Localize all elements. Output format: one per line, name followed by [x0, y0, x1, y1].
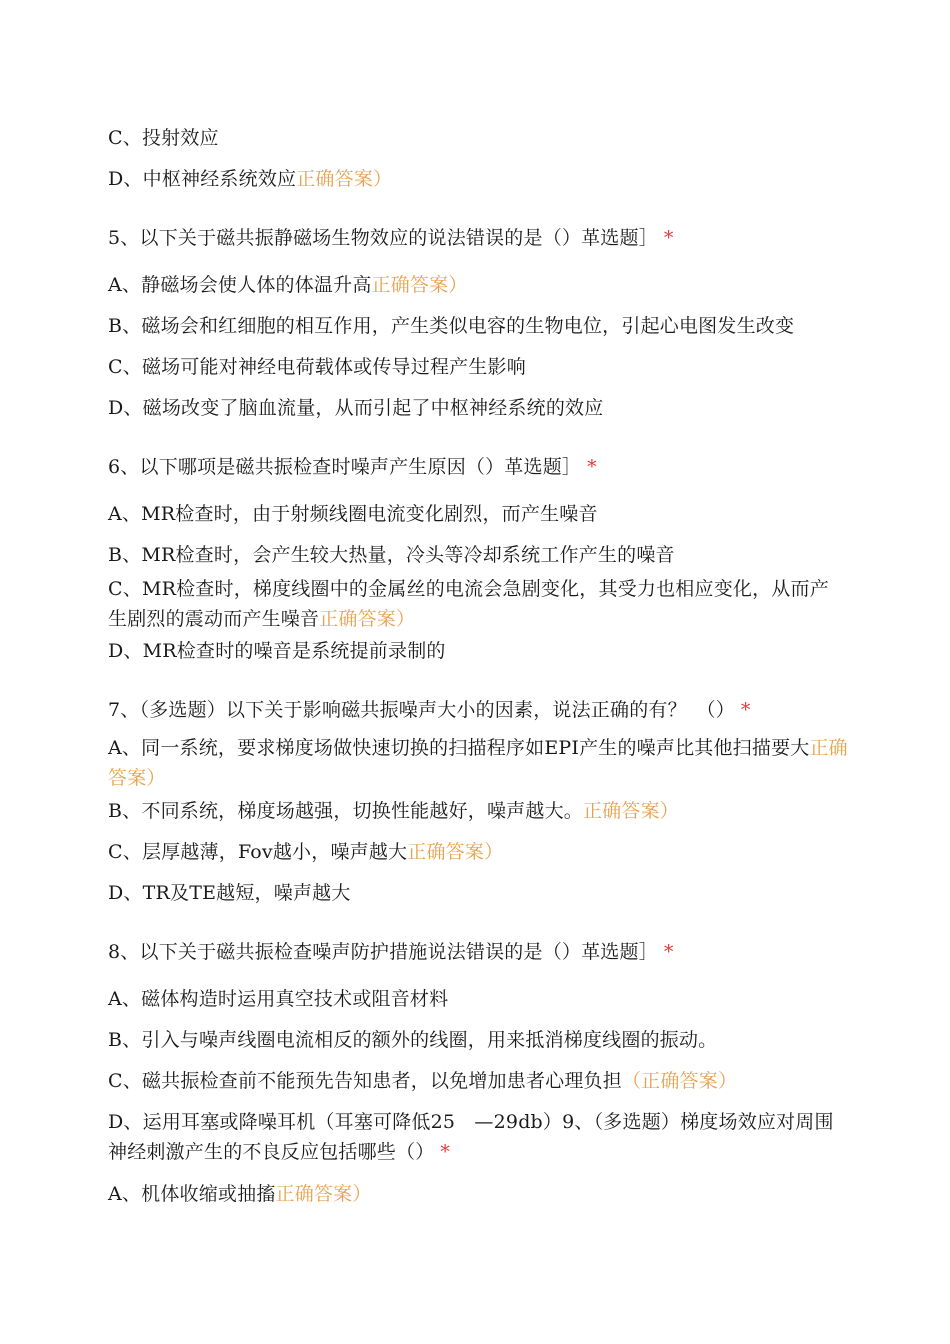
correct-answer-mark: 正确答案） [319, 608, 416, 630]
option-text: D、运用耳塞或降噪耳机（耳塞可降低25 —29db）9、（多选题）梯度场效应对周围神经刺激产生的不良反应包括哪些（） [108, 1111, 834, 1163]
correct-answer-mark: 正确答案） [108, 737, 848, 789]
option-line [108, 984, 848, 1014]
required-star: * [440, 1141, 451, 1163]
required-star: * [587, 456, 597, 478]
option-line [108, 837, 848, 867]
option-text: A、同一系统，要求梯度场做快速切换的扫描程序如EPI产生的噪声比其他扫描要大 [108, 737, 810, 759]
option-line [108, 1179, 848, 1209]
option-line [108, 1107, 848, 1167]
question-title [108, 452, 848, 482]
option-text: B、磁场会和红细胞的相互作用，产生类似电容的生物电位，引起心电图发生改变 [108, 315, 795, 337]
correct-answer-mark: （正确答案） [621, 1070, 738, 1092]
question-title [108, 695, 848, 725]
correct-answer-mark: 正确答案） [407, 841, 504, 863]
option-line [108, 1025, 848, 1055]
option-text: D、磁场改变了脑血流量，从而引起了中枢神经系统的效应 [108, 397, 604, 419]
option-line [108, 733, 848, 793]
question-text: 5、以下关于磁共振静磁场生物效应的说法错误的是（）革选题］ [108, 227, 658, 249]
option-line [108, 270, 848, 300]
question-text: 7、（多选题）以下关于影响磁共振噪声大小的因素，说法正确的有？ （） [108, 699, 735, 721]
option-line [108, 311, 848, 341]
option-text: C、层厚越薄，Fov越小，噪声越大 [108, 841, 408, 863]
option-line [108, 352, 848, 382]
option-text: B、引入与噪声线圈电流相反的额外的线圈，用来抵消梯度线圈的振动。 [108, 1029, 718, 1051]
option-line [108, 878, 848, 908]
required-star: * [663, 227, 674, 249]
correct-answer-mark: 正确答案） [296, 168, 393, 190]
question-text: 6、以下哪项是磁共振检查时噪声产生原因（）革选题］ [108, 456, 582, 478]
option-line [108, 499, 848, 529]
option-text: B、MR检查时，会产生较大热量，冷头等冷却系统工作产生的噪音 [108, 544, 675, 566]
required-star: * [663, 941, 674, 963]
option-text: C、磁共振检查前不能预先告知患者，以免增加患者心理负担 [108, 1070, 622, 1092]
option-text: C、投射效应 [108, 127, 219, 149]
option-line [108, 393, 848, 423]
option-text: A、MR检查时，由于射频线圈电流变化剧烈，而产生噪音 [108, 503, 598, 525]
option-text: A、磁体构造时运用真空技术或阻音材料 [108, 988, 449, 1010]
correct-answer-mark: 正确答案） [275, 1183, 372, 1205]
required-star: * [740, 699, 751, 721]
option-text: D、TR及TE越短，噪声越大 [108, 882, 351, 904]
option-text: C、MR检查时，梯度线圈中的金属丝的电流会急剧变化，其受力也相应变化，从而产生剧烈的震动而产生噪音 [108, 578, 829, 630]
option-text: C、磁场可能对神经电荷载体或传导过程产生影响 [108, 356, 526, 378]
option-line [108, 164, 848, 194]
question-title [108, 937, 848, 967]
option-text: A、机体收缩或抽搐 [108, 1183, 276, 1205]
correct-answer-mark: 正确答案） [371, 274, 468, 296]
option-line [108, 796, 848, 826]
question-title [108, 223, 848, 253]
option-text: D、中枢神经系统效应 [108, 168, 297, 190]
option-line [108, 1066, 848, 1096]
question-text: 8、以下关于磁共振检查噪声防护措施说法错误的是（）革选题］ [108, 941, 658, 963]
option-line [108, 636, 848, 666]
option-text: A、静磁场会使人体的体温升高 [108, 274, 372, 296]
option-line [108, 574, 848, 634]
option-line [108, 123, 848, 153]
option-text: D、MR检查时的噪音是系统提前录制的 [108, 640, 446, 662]
option-text: B、不同系统，梯度场越强，切换性能越好，噪声越大。 [108, 800, 583, 822]
correct-answer-mark: 正确答案） [582, 800, 679, 822]
option-line [108, 540, 848, 570]
